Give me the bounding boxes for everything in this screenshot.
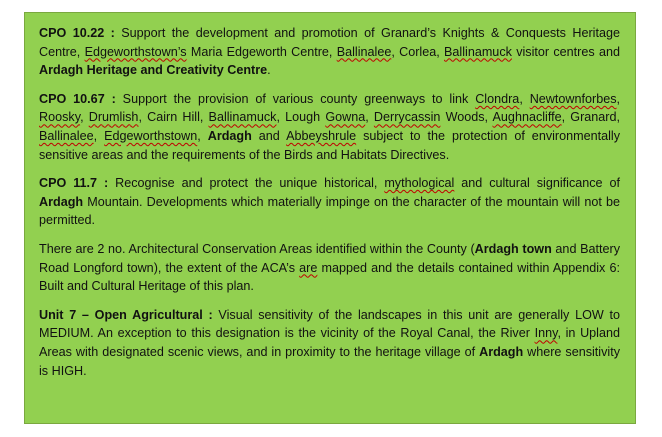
text-run: visitor centres and (511, 44, 620, 59)
spellcheck-flagged-word: Abbeyshrule (286, 128, 357, 143)
bold-text: CPO 10.22 : (39, 26, 115, 40)
text-run: , Corlea, (391, 44, 445, 59)
text-run: , (365, 110, 374, 125)
spellcheck-flagged-word: Edgeworthstown (104, 128, 198, 143)
text-run: and cultural significance of (454, 176, 620, 191)
text-run: where sensitivity is HIGH. (39, 344, 620, 378)
text-run: . (267, 63, 271, 78)
text-run: , (519, 91, 530, 106)
text-run: Recognise and protect the unique historical, (108, 176, 385, 191)
text-run: , Lough (276, 110, 326, 125)
text-run: Woods, (440, 110, 493, 125)
spellcheck-flagged-word: Ballinalee (39, 128, 94, 143)
text-run: Mountain. Developments which materially impinge on the character of the mountain will not be permitted. (39, 194, 620, 228)
spellcheck-flagged-word: Roosky (39, 110, 81, 125)
bold-text: CPO 10.67 : (39, 91, 116, 106)
paragraph-aca-note (39, 240, 620, 296)
spellcheck-flagged-word: Newtownforbes (529, 91, 617, 106)
text-run: There are 2 no. Architectural Conservation Areas identified within the County ( (39, 241, 475, 256)
spellcheck-flagged-word: Clondra (475, 91, 520, 106)
paragraph-cpo-10-67 (39, 90, 620, 164)
policy-text-box (24, 12, 636, 424)
text-run: and Battery Road Longford town), the extent of the ACA’s (39, 241, 620, 275)
spellcheck-flagged-word: Gowna (325, 110, 366, 125)
spellcheck-flagged-word: Drumlish (88, 110, 139, 125)
spellcheck-flagged-word: are (299, 260, 318, 275)
text-run: , (93, 128, 105, 143)
text-run: , (616, 91, 621, 106)
spellcheck-flagged-word: Ballinalee (336, 44, 392, 59)
bold-text: Ardagh town (474, 241, 552, 256)
text-run: Maria Edgeworth Centre, (186, 44, 337, 59)
spellcheck-flagged-word: Ballinamuck (208, 110, 277, 125)
text-run: Support the development and promotion of Granard’s Knights & Conquests Heritage Centre, (39, 26, 620, 59)
paragraph-cpo-10-22 (39, 24, 620, 80)
text-run: and (251, 128, 287, 143)
text-run: , (80, 110, 89, 125)
bold-text: Ardagh Heritage and Creativity Centre (39, 63, 268, 78)
text-run: , in Upland Areas with designated scenic views, and in proximity to the heritage village of (39, 326, 620, 359)
text-run: Visual sensitivity of the landscapes in this unit are generally LOW to MEDIUM. An exception to this designation is the vicinity of the Royal Canal, the River (39, 307, 620, 341)
spellcheck-flagged-word: Inny (534, 326, 558, 341)
text-run: , Granard, (561, 110, 620, 125)
bold-text: CPO 11.7 : (39, 176, 109, 191)
bold-text: Ardagh (479, 344, 524, 359)
spellcheck-flagged-word: mythological (384, 176, 455, 191)
bold-text: Ardagh (39, 194, 84, 209)
paragraph-unit-7 (39, 306, 620, 380)
bold-text: Unit 7 – Open Agricultural : (39, 307, 213, 322)
spellcheck-flagged-word: Aughnacliffe (492, 110, 562, 125)
paragraph-cpo-11-7 (39, 174, 620, 230)
text-run: subject to the protection of environmentally sensitive areas and the requirements of the Birds and Habitats Directives. (39, 128, 621, 162)
text-run: Support the provision of various county greenways to link (115, 91, 476, 106)
bold-text: Ardagh (207, 128, 252, 143)
spellcheck-flagged-word: Edgeworthstown’s (84, 44, 187, 59)
text-run: , (197, 128, 208, 143)
text-run: mapped and the details contained within Appendix 6: Built and Cultural Heritage of this plan. (39, 260, 620, 294)
text-run: , Cairn Hill, (138, 110, 209, 125)
spellcheck-flagged-word: Derrycassin (373, 110, 441, 125)
spellcheck-flagged-word: Ballinamuck (444, 44, 512, 59)
